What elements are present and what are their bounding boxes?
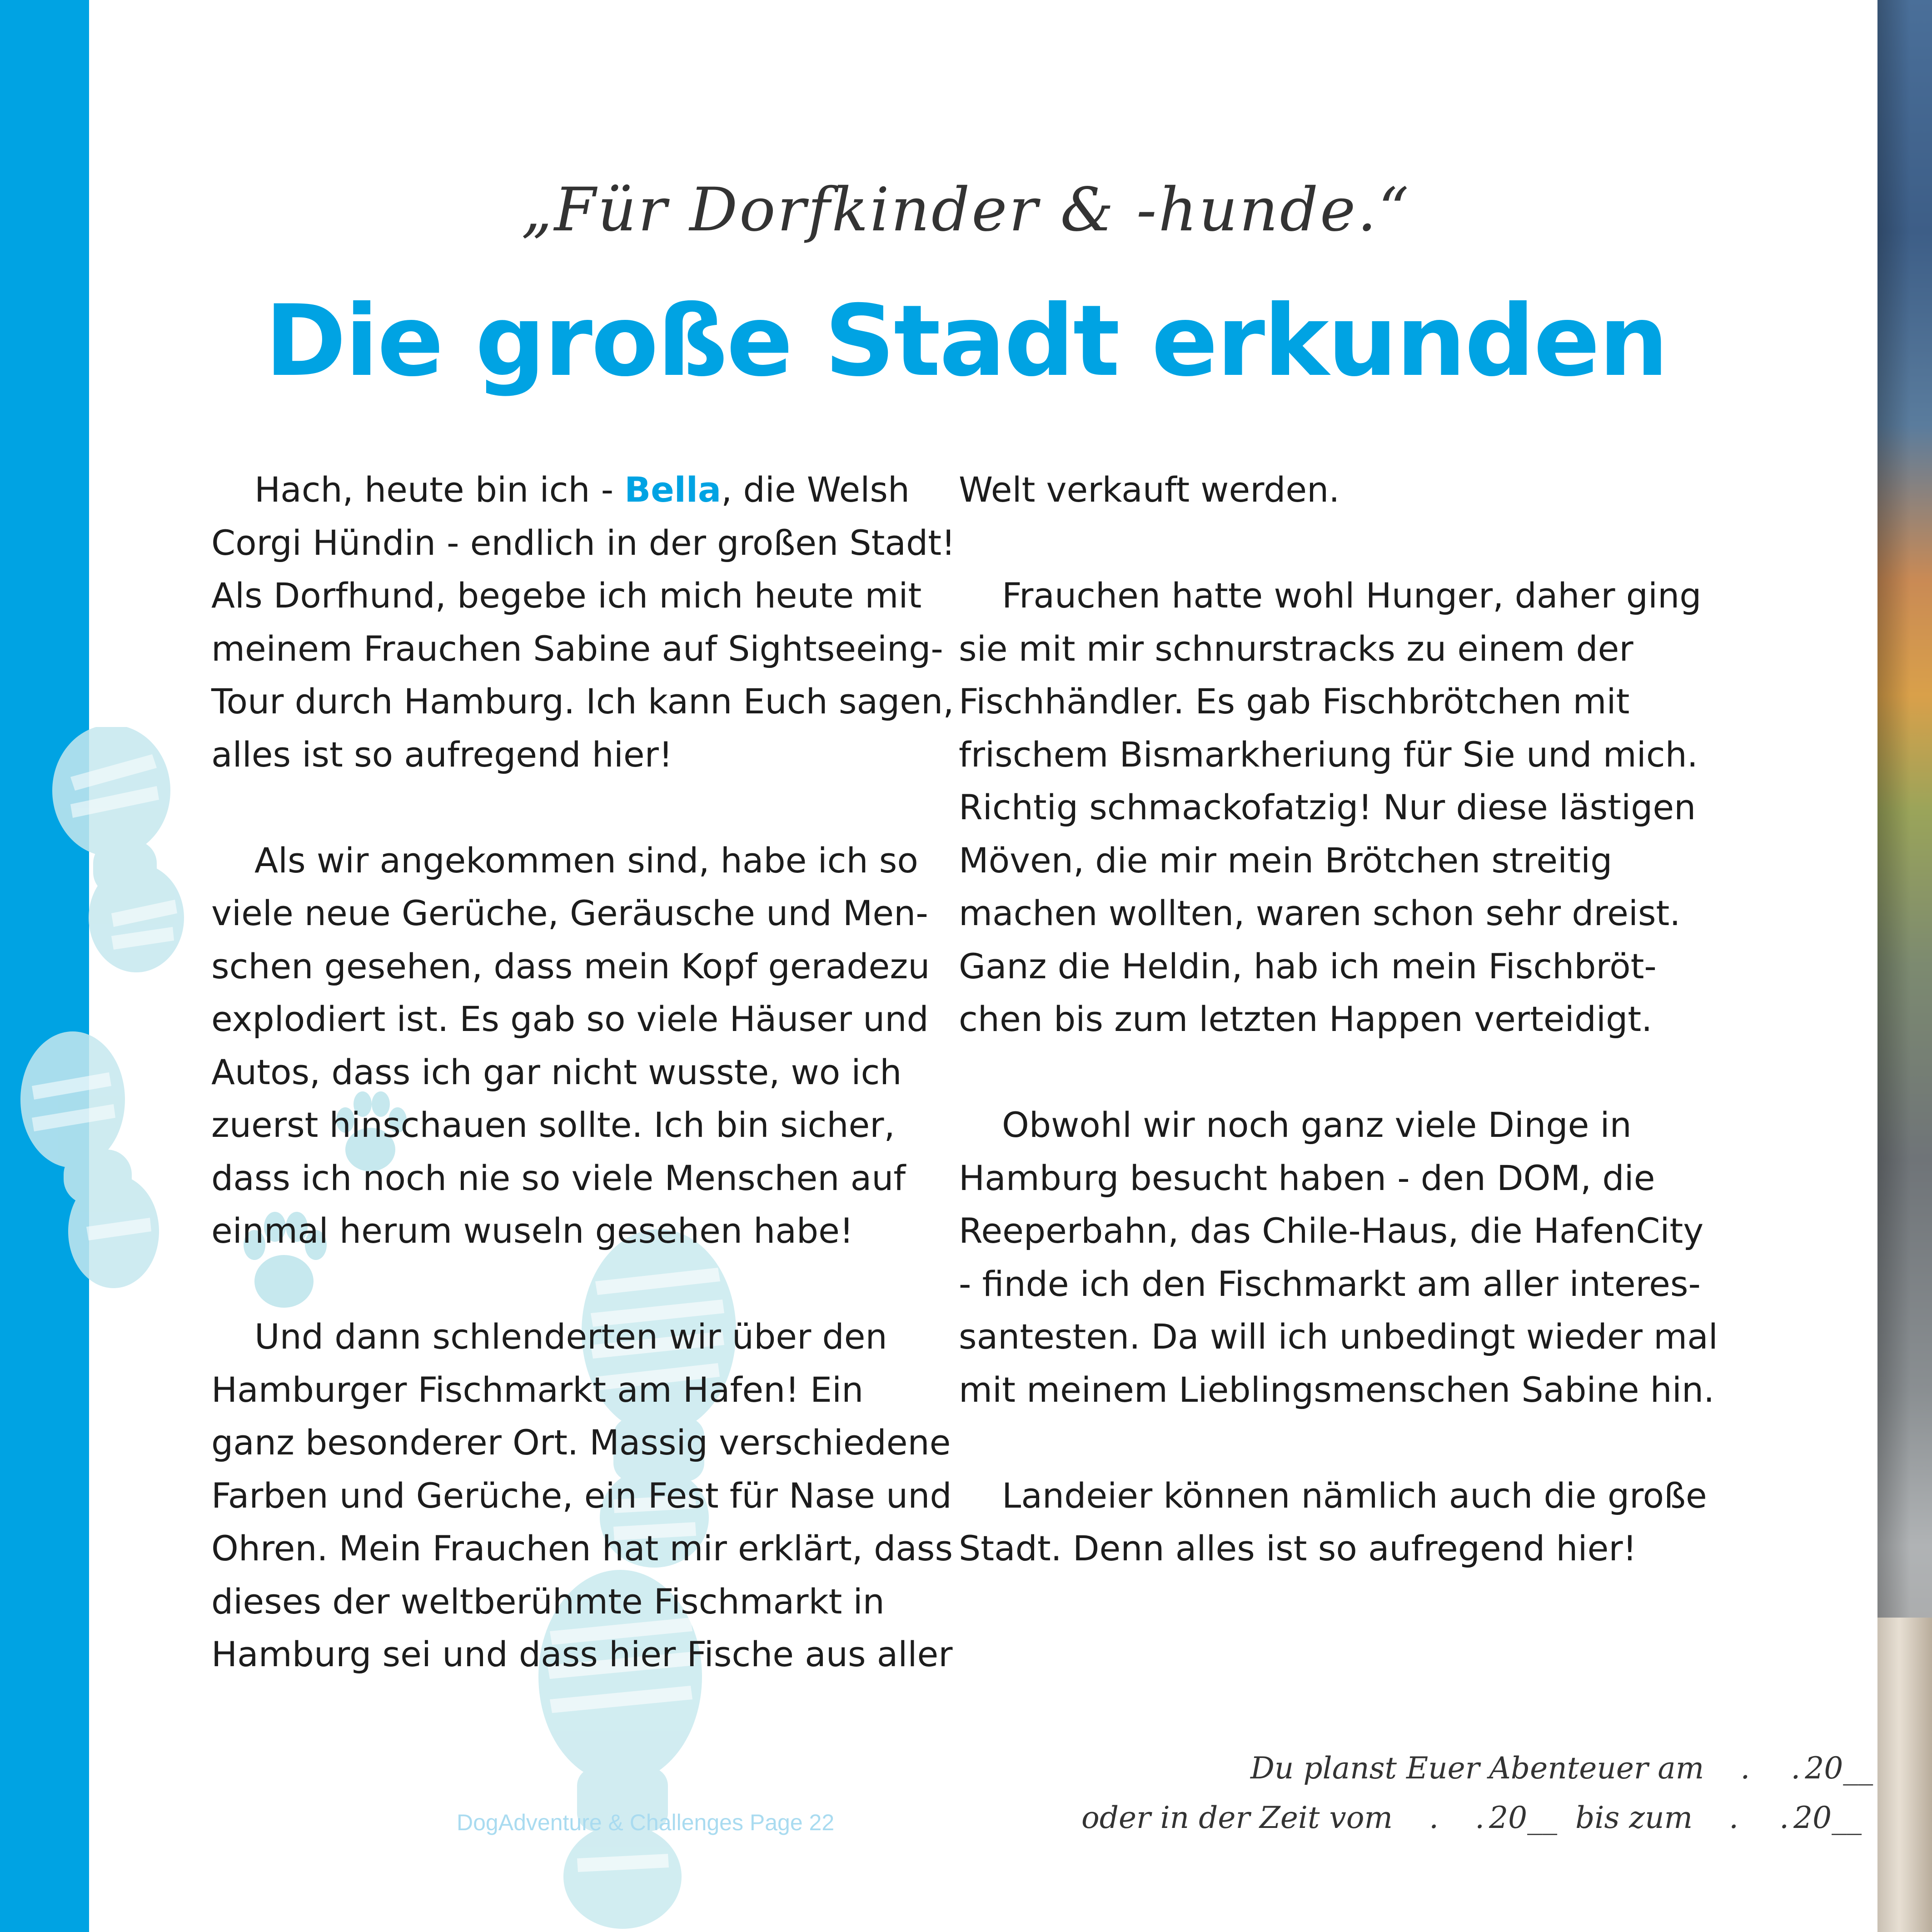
text-line: Farben und Gerüche, ein Fest für Nase und <box>211 1475 952 1516</box>
text-line: Obwohl wir noch ganz viele Dinge in <box>1002 1105 1632 1145</box>
page-title: Die große Stadt erkunden <box>264 284 1668 398</box>
shoe-print-icon <box>43 727 198 1000</box>
text-line: Und dann schlenderten wir über den <box>254 1316 887 1357</box>
text-line: Welt verkauft werden. <box>959 469 1340 510</box>
text-line: Fischhändler. Es gab Fischbrötchen mit <box>959 681 1630 722</box>
paragraph-3 <box>211 1310 953 1681</box>
text-line: chen bis zum letzten Happen verteidigt. <box>959 999 1653 1039</box>
date-dot: . <box>1429 1800 1439 1835</box>
year-field: 20__ <box>1793 1800 1862 1835</box>
text-column-left <box>211 463 956 1681</box>
text-line: Hamburg besucht haben - den DOM, die <box>959 1157 1655 1198</box>
paragraph-1 <box>211 463 956 781</box>
text-line: Corgi Hündin - endlich in der großen Stadt! <box>211 522 956 563</box>
text-line: , die Welsh <box>721 469 910 510</box>
text-line: ganz besonderer Ort. Massig verschiedene <box>211 1422 951 1463</box>
date-dot: . <box>1729 1800 1739 1835</box>
text-line: Ganz die Heldin, hab ich mein Fischbröt- <box>959 946 1657 986</box>
text-line: Autos, dass ich gar nicht wusste, wo ich <box>211 1051 902 1092</box>
page-subtitle: „Für Dorfkinder & -hunde.“ <box>521 175 1411 245</box>
text-line: dieses der weltberühmte Fischmarkt in <box>211 1581 885 1622</box>
text-line: santesten. Da will ich unbedingt wieder mal <box>959 1316 1718 1357</box>
text-line: dass ich noch nie so viele Menschen auf <box>211 1157 906 1198</box>
paragraph-5 <box>959 1099 1718 1416</box>
text-line: Hamburger Fischmarkt am Hafen! Ein <box>211 1369 864 1410</box>
date-dot: . <box>1475 1800 1485 1835</box>
text-line: Ohren. Mein Frauchen hat mir erklärt, dass <box>211 1528 953 1569</box>
plan-label: oder in der Zeit vom <box>1081 1800 1393 1835</box>
shoe-print-icon <box>14 1031 164 1304</box>
text-line: explodiert ist. Es gab so viele Häuser und <box>211 999 929 1039</box>
date-dot: . <box>1791 1751 1801 1786</box>
plan-period-line <box>1081 1800 1862 1835</box>
paragraph-6 <box>959 1469 1707 1575</box>
date-dot: . <box>1779 1800 1789 1835</box>
highlight-name: Bella <box>624 469 722 510</box>
text-line: Als Dorfhund, begebe ich mich heute mit <box>211 575 922 616</box>
plan-label: Du planst Euer Abenteuer am <box>1250 1751 1704 1786</box>
text-line: Landeier können nämlich auch die große <box>1002 1475 1707 1516</box>
text-line: machen wollten, waren schon sehr dreist. <box>959 893 1681 933</box>
paragraph-3-continued <box>959 463 1690 517</box>
text-line: Frauchen hatte wohl Hunger, daher ging <box>1002 575 1702 616</box>
text-line: alles ist so aufregend hier! <box>211 734 673 775</box>
text-column-right <box>959 463 1718 1575</box>
text-line: Tour durch Hamburg. Ich kann Euch sagen, <box>211 681 954 722</box>
text-line: einmal herum wuseln gesehen habe! <box>211 1210 854 1251</box>
year-field: 20__ <box>1805 1751 1873 1786</box>
text-line: meinem Frauchen Sabine auf Sightseeing- <box>211 628 943 669</box>
text-line: Reeperbahn, das Chile-Haus, die HafenCity <box>959 1210 1704 1251</box>
paragraph-2 <box>211 834 930 1258</box>
photo-band <box>1877 1618 1932 1932</box>
text-line: Hach, heute bin ich - <box>254 469 625 510</box>
text-line: Möven, die mir mein Brötchen streitig <box>959 840 1613 881</box>
text-line: zuerst hinschauen sollte. Ich bin sicher, <box>211 1105 895 1145</box>
page-number-label: DogAdventure & Challenges Page 22 <box>457 1810 835 1835</box>
paragraph-4 <box>959 569 1702 1046</box>
text-line: Stadt. Denn alles ist so aufregend hier! <box>959 1528 1637 1569</box>
text-line: Richtig schmackofatzig! Nur diese lästigen <box>959 787 1696 827</box>
text-line: Als wir angekommen sind, habe ich so <box>254 840 918 881</box>
date-dot: . <box>1740 1751 1750 1786</box>
text-line: - finde ich den Fischmarkt am aller interes- <box>959 1263 1701 1304</box>
text-line: viele neue Gerüche, Geräusche und Men- <box>211 893 928 933</box>
plan-label-until: bis zum <box>1575 1800 1693 1835</box>
year-field: 20__ <box>1489 1800 1558 1835</box>
text-line: frischem Bismarkheriung für Sie und mich. <box>959 734 1698 775</box>
text-line: schen gesehen, dass mein Kopf geradezu <box>211 946 930 986</box>
text-line: Hamburg sei und dass hier Fische aus aller <box>211 1634 953 1674</box>
plan-date-line <box>1250 1751 1873 1786</box>
text-line: sie mit mir schnurstracks zu einem der <box>959 628 1633 669</box>
text-line: mit meinem Lieblingsmenschen Sabine hin. <box>959 1369 1715 1410</box>
